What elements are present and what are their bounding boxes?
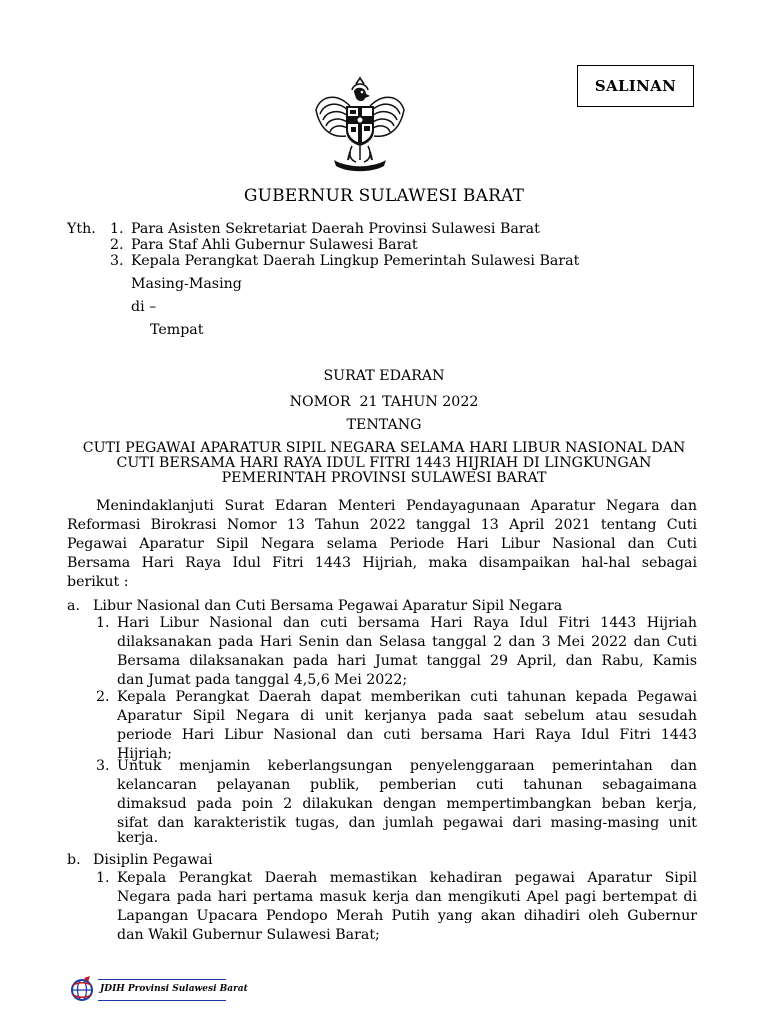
- item-line: Untuk menjamin keberlangsungan penyelenggaraan pemerintahan dan: [117, 758, 697, 774]
- garuda-emblem-icon: [312, 76, 408, 174]
- item-line: Hari Libur Nasional dan cuti bersama Hari Raya Idul Fitri 1443 Hijriah: [117, 615, 697, 631]
- document-type: SURAT EDARAN: [323, 368, 445, 384]
- tentang-label: TENTANG: [346, 417, 422, 433]
- item-line: Aparatur Sipil Negara di unit kerjanya pada saat sebelum atau sesudah: [117, 708, 697, 724]
- issuer-title: GUBERNUR SULAWESI BARAT: [243, 186, 525, 206]
- document-number: NOMOR 21 TAHUN 2022: [289, 394, 479, 410]
- recipient-number: 2.: [110, 237, 124, 253]
- intro-line: Bersama Hari Raya Idul Fitri 1443 Hijriah, maka disampaikan hal-hal sebagai: [67, 555, 697, 571]
- recipient-item: Para Asisten Sekretariat Daerah Provinsi Sulawesi Barat: [131, 221, 540, 237]
- item-line: dilaksanakan pada Hari Senin dan Selasa tanggal 2 dan 3 Mei 2022 dan Cuti: [117, 634, 697, 650]
- recipient-item: Kepala Perangkat Daerah Lingkup Pemerintah Sulawesi Barat: [131, 253, 580, 269]
- item-number: 2.: [96, 689, 110, 705]
- item-line: Negara pada hari pertama masuk kerja dan mengikuti Apel pagi bertempat di: [117, 889, 697, 905]
- item-number: 1.: [96, 615, 110, 631]
- yth-label: Yth.: [67, 221, 96, 237]
- intro-line: Pegawai Aparatur Sipil Negara selama Periode Hari Libur Nasional dan Cuti: [67, 536, 697, 552]
- recipient-di: di –: [131, 299, 157, 315]
- item-line: Bersama dilaksanakan pada hari Jumat tanggal 29 April, dan Rabu, Kamis: [117, 653, 697, 669]
- recipient-tempat: Tempat: [150, 322, 204, 338]
- intro-line: Menindaklanjuti Surat Edaran Menteri Pendayagunaan Aparatur Negara dan: [96, 498, 697, 514]
- item-line: Kepala Perangkat Daerah dapat memberikan cuti tahunan kepada Pegawai: [117, 689, 697, 705]
- footer-divider-bottom: [98, 1000, 226, 1001]
- recipient-number: 1.: [110, 221, 124, 237]
- item-line: dan Jumat pada tanggal 4,5,6 Mei 2022;: [117, 672, 408, 688]
- item-line: dan Wakil Gubernur Sulawesi Barat;: [117, 927, 380, 943]
- item-number: 1.: [96, 870, 110, 886]
- section-a-label: a.: [67, 598, 80, 614]
- item-line: kelancaran pelayanan publik, pemberian cuti tahunan sebagaimana: [117, 777, 697, 793]
- footer-divider-top: [98, 979, 226, 980]
- item-number: 3.: [96, 758, 110, 774]
- footer-caption: JDIH Provinsi Sulawesi Barat: [100, 984, 248, 994]
- intro-line: berikut :: [67, 574, 129, 590]
- section-a-title: Libur Nasional dan Cuti Bersama Pegawai Aparatur Sipil Negara: [93, 598, 563, 614]
- jdih-globe-logo-icon: [70, 974, 96, 1004]
- salinan-stamp: SALINAN: [577, 65, 694, 107]
- item-line: periode Hari Libur Nasional dan cuti bersama Hari Raya Idul Fitri 1443: [117, 727, 697, 743]
- item-line: Kepala Perangkat Daerah memastikan kehadiran pegawai Aparatur Sipil: [117, 870, 697, 886]
- item-line: dimaksud pada poin 2 dilakukan dengan mempertimbangkan beban kerja,: [117, 796, 697, 812]
- item-line: sifat dan karakteristik tugas, dan jumlah pegawai dari masing-masing unit: [117, 815, 697, 831]
- recipient-item: Para Staf Ahli Gubernur Sulawesi Barat: [131, 237, 418, 253]
- subject-line: CUTI PEGAWAI APARATUR SIPIL NEGARA SELAMA HARI LIBUR NASIONAL DAN: [82, 440, 686, 456]
- section-b-label: b.: [67, 852, 81, 868]
- recipient-number: 3.: [110, 253, 124, 269]
- item-line: Hijriah;: [117, 746, 173, 762]
- section-b-title: Disiplin Pegawai: [93, 852, 213, 868]
- subject-line: CUTI BERSAMA HARI RAYA IDUL FITRI 1443 HIJRIAH DI LINGKUNGAN: [116, 455, 652, 471]
- intro-line: Reformasi Birokrasi Nomor 13 Tahun 2022 tanggal 13 April 2021 tentang Cuti: [67, 517, 697, 533]
- item-line: kerja.: [117, 830, 159, 846]
- recipient-masing-masing: Masing-Masing: [131, 276, 242, 292]
- item-line: Lapangan Upacara Pendopo Merah Putih yang akan dihadiri oleh Gubernur: [117, 908, 697, 924]
- subject-line: PEMERINTAH PROVINSI SULAWESI BARAT: [221, 470, 547, 486]
